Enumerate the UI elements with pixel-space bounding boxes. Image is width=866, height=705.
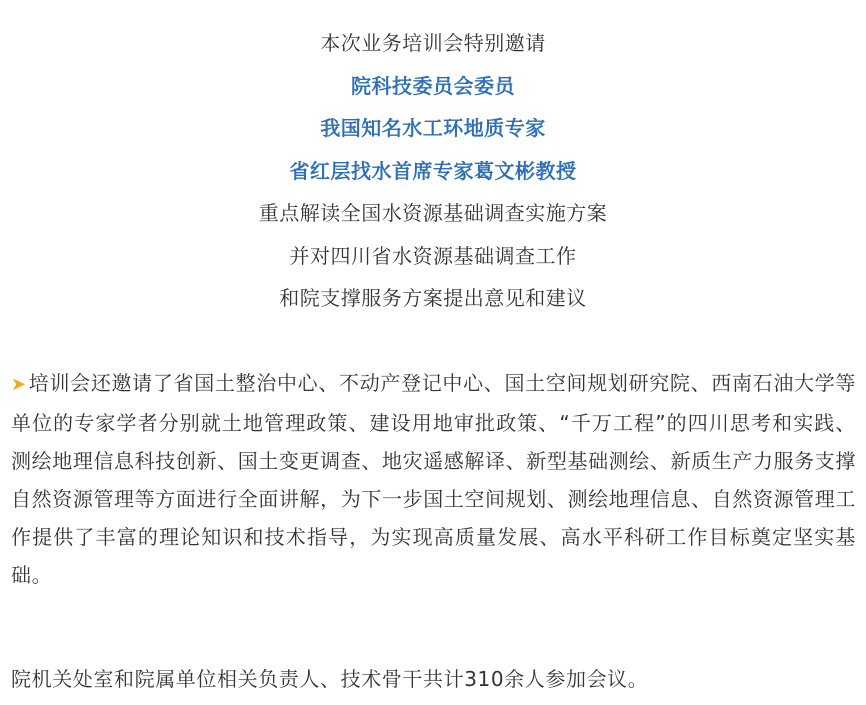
- intro-line: 并对四川省水资源基础调查工作: [289, 243, 577, 268]
- intro-line-highlight: 我国知名水工环地质专家: [320, 116, 546, 140]
- intro-line-highlight: 省红层找水首席专家葛文彬教授: [289, 158, 577, 183]
- intro-line: 和院支撑服务方案提出意见和建议: [279, 286, 587, 310]
- intro-centered-block: [0, 22, 866, 320]
- attendance-paragraph: 院机关处室和院属单位相关负责人、技术骨干共计310余人参加会议。: [11, 667, 649, 691]
- training-details-paragraph: [11, 364, 856, 594]
- intro-line-highlight: 院科技委员会委员: [351, 73, 515, 98]
- arrow-bullet-icon: ➤: [11, 374, 27, 395]
- intro-line: 重点解读全国水资源基础调查实施方案: [258, 201, 608, 225]
- training-details-text: 培训会还邀请了省国土整治中心、不动产登记中心、国土空间规划研究院、西南石油大学等单位的专家学者分别就土地管理政策、建设用地审批政策、“千万工程”的四川思考和实践、测绘地理信息科技创新、国土变更调查、地灾遥感解译、新型基础测绘、新质生产力服务支撑自然资源管理等方面进行全面讲解，为下一步国土空间规划、测绘地理信息、自然资源管理工作提供了丰富的理论知识和技术指导，为实现高质量发展、高水平科研工作目标奠定坚实基础。: [11, 371, 856, 587]
- intro-line: 本次业务培训会特别邀请: [320, 31, 546, 55]
